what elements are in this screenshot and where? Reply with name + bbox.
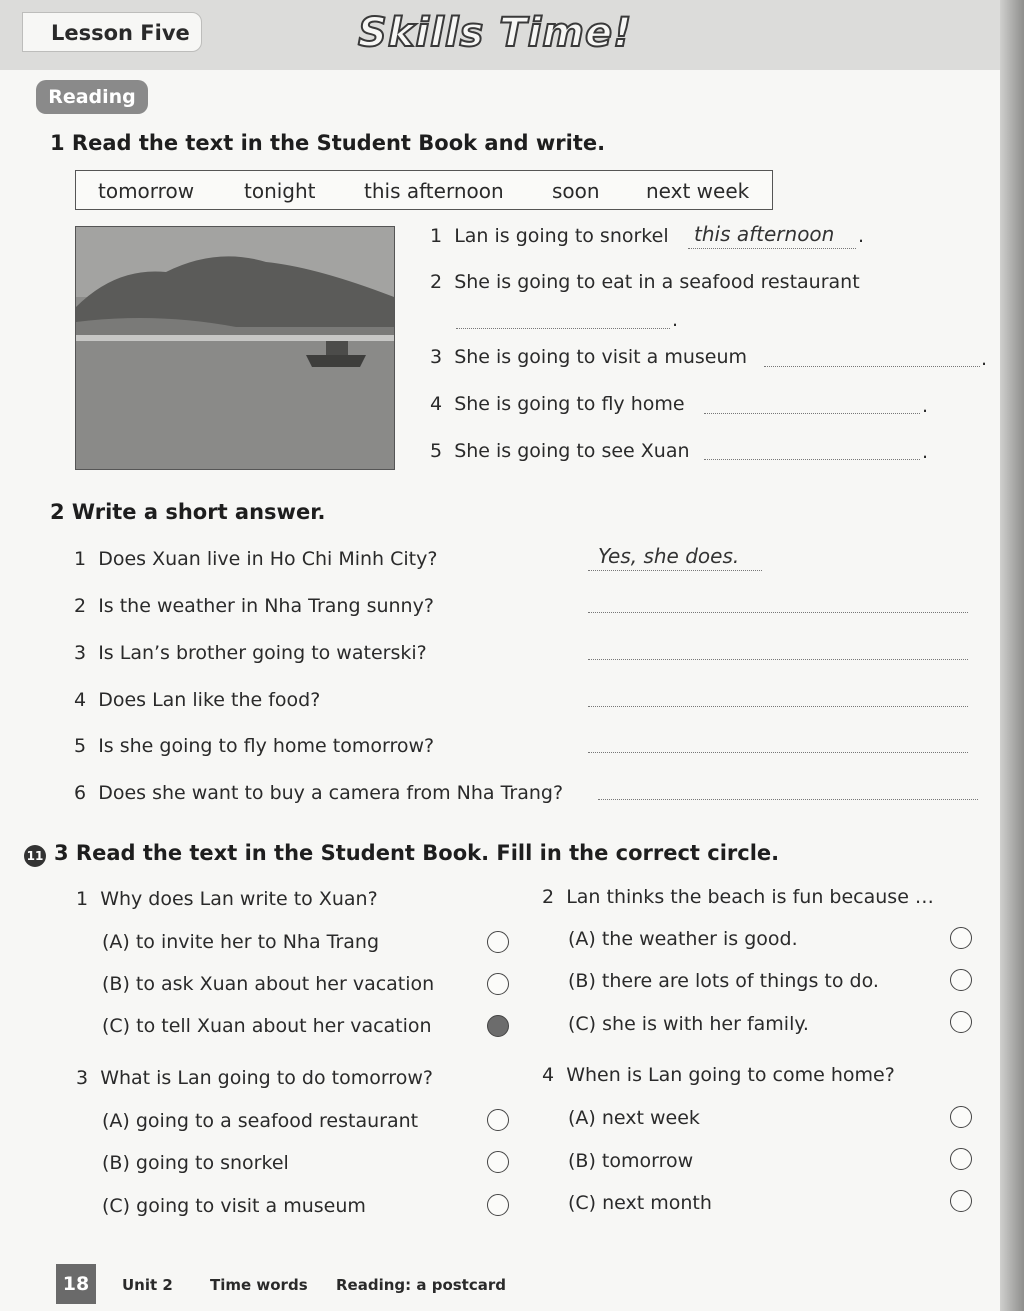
audio-track-icon: 11 bbox=[24, 845, 46, 867]
ex3-q3-circle-b[interactable] bbox=[487, 1151, 509, 1173]
ex3-question-2 bbox=[542, 886, 934, 908]
ex1-blank-1[interactable] bbox=[688, 248, 856, 249]
ex3-q1-circle-b[interactable] bbox=[487, 973, 509, 995]
ex2-question-4 bbox=[74, 689, 320, 711]
sentence-text: She is going to see Xuan bbox=[454, 440, 690, 462]
question-text: Is she going to fly home tomorrow? bbox=[98, 735, 435, 757]
word-bank-item: tomorrow bbox=[98, 179, 195, 203]
ex1-sentence-3 bbox=[430, 346, 747, 368]
question-number: 2 bbox=[542, 886, 555, 908]
sentence-end: . bbox=[922, 395, 929, 417]
ex3-q3-option-b: (B) going to snorkel bbox=[102, 1152, 289, 1174]
question-text: When is Lan going to come home? bbox=[566, 1064, 895, 1086]
ex2-question-3 bbox=[74, 642, 427, 664]
ex3-q3-circle-a[interactable] bbox=[487, 1109, 509, 1131]
ex3-q3-option-a: (A) going to a seafood restaurant bbox=[102, 1110, 419, 1132]
question-number: 1 bbox=[74, 548, 87, 570]
question-number: 4 bbox=[74, 689, 87, 711]
ex3-q2-circle-c[interactable] bbox=[950, 1011, 972, 1033]
sentence-text: She is going to eat in a seafood restaurant bbox=[454, 271, 860, 293]
ex3-q1-circle-c[interactable] bbox=[487, 1015, 509, 1037]
ex2-question-5 bbox=[74, 735, 434, 757]
question-text: Is Lan’s brother going to waterski? bbox=[98, 642, 427, 664]
word-bank bbox=[75, 170, 773, 210]
ex2-blank-1[interactable] bbox=[588, 570, 762, 571]
question-number: 4 bbox=[542, 1064, 555, 1086]
ex3-q2-option-b: (B) there are lots of things to do. bbox=[568, 970, 879, 992]
ex1-sentence-5 bbox=[430, 440, 690, 462]
ex2-blank-4[interactable] bbox=[588, 706, 968, 707]
ex2-question-6 bbox=[74, 782, 563, 804]
section-badge: Reading bbox=[36, 80, 148, 114]
ex3-q4-option-a: (A) next week bbox=[568, 1107, 700, 1129]
question-text: Why does Lan write to Xuan? bbox=[100, 888, 378, 910]
word-bank-item: next week bbox=[646, 179, 750, 203]
ex1-blank-3[interactable] bbox=[764, 366, 980, 367]
question-number: 6 bbox=[74, 782, 87, 804]
sentence-end: . bbox=[672, 309, 679, 331]
sentence-number: 3 bbox=[430, 346, 443, 368]
ex3-q4-circle-c[interactable] bbox=[950, 1190, 972, 1212]
ex2-blank-6[interactable] bbox=[598, 799, 978, 800]
ex2-blank-2[interactable] bbox=[588, 612, 968, 613]
footer-skill: Reading: a postcard bbox=[336, 1276, 506, 1294]
ex3-q1-circle-a[interactable] bbox=[487, 931, 509, 953]
question-text: Does she want to buy a camera from Nha Trang? bbox=[98, 782, 564, 804]
ex2-blank-5[interactable] bbox=[588, 752, 968, 753]
sentence-end: . bbox=[858, 225, 865, 247]
ex3-q2-circle-b[interactable] bbox=[950, 969, 972, 991]
sentence-number: 4 bbox=[430, 393, 443, 415]
question-text: Is the weather in Nha Trang sunny? bbox=[98, 595, 434, 617]
beach-photo bbox=[75, 226, 395, 470]
ex3-q4-circle-a[interactable] bbox=[950, 1106, 972, 1128]
sentence-text: She is going to fly home bbox=[454, 393, 685, 415]
ex3-q2-option-c: (C) she is with her family. bbox=[568, 1013, 809, 1035]
lesson-label: Lesson Five bbox=[22, 12, 202, 52]
ex3-q4-option-c: (C) next month bbox=[568, 1192, 712, 1214]
ex3-q3-option-c: (C) going to visit a museum bbox=[102, 1195, 366, 1217]
question-number: 1 bbox=[76, 888, 89, 910]
ex1-blank-2[interactable] bbox=[456, 328, 670, 329]
ex2-blank-3[interactable] bbox=[588, 659, 968, 660]
sentence-text: She is going to visit a museum bbox=[454, 346, 748, 368]
ex3-q2-option-a: (A) the weather is good. bbox=[568, 928, 798, 950]
ex1-sentence-1 bbox=[430, 225, 669, 247]
question-text: What is Lan going to do tomorrow? bbox=[100, 1067, 433, 1089]
sentence-end: . bbox=[922, 441, 929, 463]
ex3-q1-option-b: (B) to ask Xuan about her vacation bbox=[102, 973, 435, 995]
ex2-question-1 bbox=[74, 548, 437, 570]
ex3-question-4 bbox=[542, 1064, 895, 1086]
ex3-q2-circle-a[interactable] bbox=[950, 927, 972, 949]
question-number: 3 bbox=[74, 642, 87, 664]
word-bank-item: this afternoon bbox=[364, 179, 504, 203]
ex3-q1-option-c: (C) to tell Xuan about her vacation bbox=[102, 1015, 432, 1037]
ex2-question-2 bbox=[74, 595, 434, 617]
ex3-question-1 bbox=[76, 888, 378, 910]
exercise3-heading: 3 Read the text in the Student Book. Fill in the correct circle. bbox=[54, 841, 780, 865]
ex3-q1-option-a: (A) to invite her to Nha Trang bbox=[102, 931, 380, 953]
ex3-q4-circle-b[interactable] bbox=[950, 1148, 972, 1170]
word-bank-item: tonight bbox=[244, 179, 316, 203]
question-text: Does Xuan live in Ho Chi Minh City? bbox=[98, 548, 438, 570]
question-text: Does Lan like the food? bbox=[98, 689, 321, 711]
ex2-answer-1[interactable]: Yes, she does. bbox=[598, 544, 740, 568]
question-text: Lan thinks the beach is fun because … bbox=[566, 886, 934, 908]
ex1-blank-5[interactable] bbox=[704, 459, 920, 460]
question-number: 5 bbox=[74, 735, 87, 757]
footer-unit: Unit 2 bbox=[122, 1276, 173, 1294]
sentence-text: Lan is going to snorkel bbox=[454, 225, 669, 247]
question-number: 3 bbox=[76, 1067, 89, 1089]
ex1-sentence-4 bbox=[430, 393, 685, 415]
sentence-number: 2 bbox=[430, 271, 443, 293]
sentence-number: 1 bbox=[430, 225, 443, 247]
ex3-q4-option-b: (B) tomorrow bbox=[568, 1150, 694, 1172]
page-title: Skills Time! bbox=[358, 10, 633, 56]
ex1-answer-1[interactable]: this afternoon bbox=[694, 222, 835, 246]
exercise2-heading: 2 Write a short answer. bbox=[50, 500, 326, 524]
ex1-sentence-2 bbox=[430, 271, 860, 293]
page-number: 18 bbox=[56, 1264, 96, 1304]
ex1-blank-4[interactable] bbox=[704, 413, 920, 414]
book-spine bbox=[1000, 0, 1024, 1311]
sentence-number: 5 bbox=[430, 440, 443, 462]
word-bank-item: soon bbox=[552, 179, 600, 203]
ex3-q3-circle-c[interactable] bbox=[487, 1194, 509, 1216]
footer-topic: Time words bbox=[210, 1276, 308, 1294]
exercise1-heading: 1 Read the text in the Student Book and write. bbox=[50, 131, 606, 155]
ex3-question-3 bbox=[76, 1067, 433, 1089]
sentence-end: . bbox=[981, 348, 988, 370]
question-number: 2 bbox=[74, 595, 87, 617]
